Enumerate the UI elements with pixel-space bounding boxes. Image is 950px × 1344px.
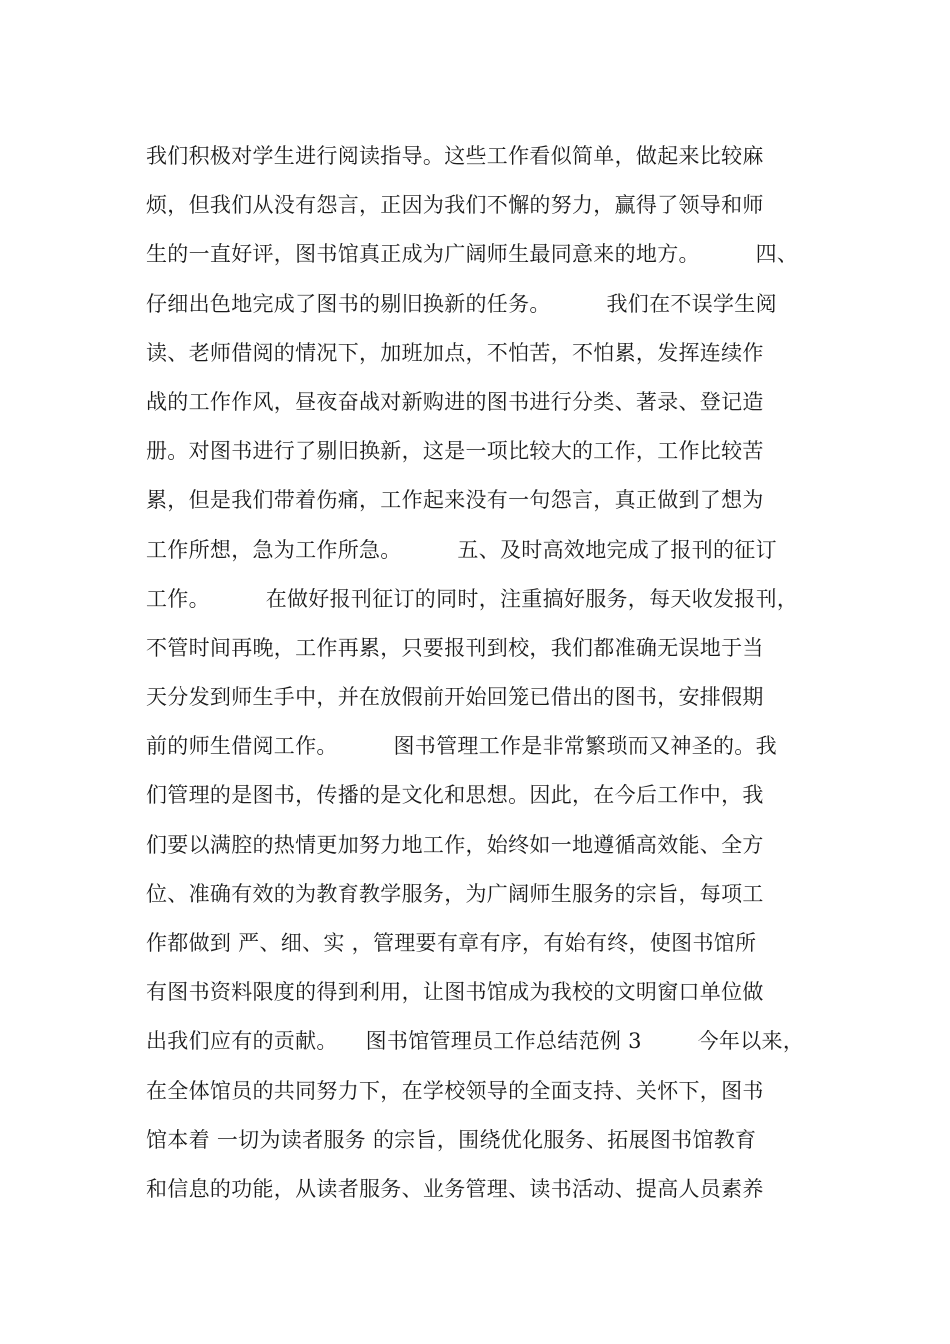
text-line: 工作。 在做好报刊征订的同时，注重搞好服务，每天收发报刊，	[146, 586, 799, 611]
text-line: 们要以满腔的热情更加努力地工作，始终如一地遵循高效能、全方	[146, 832, 764, 857]
text-line: 有图书资料限度的得到利用，让图书馆成为我校的文明窗口单位做	[146, 980, 764, 1005]
text-line: 出我们应有的贡献。 图书馆管理员工作总结范例 3 今年以来，	[146, 1029, 805, 1054]
text-line: 生的一直好评，图书馆真正成为广阔师生最同意来的地方。 四、	[146, 242, 799, 267]
text-line: 册。对图书进行了剔旧换新，这是一项比较大的工作，工作比较苦	[146, 439, 764, 464]
text-line: 们管理的是图书，传播的是文化和思想。因此，在今后工作中，我	[146, 783, 764, 808]
text-line: 不管时间再晚，工作再累，只要报刊到校，我们都准确无误地于当	[146, 635, 764, 660]
text-line: 烦，但我们从没有怨言，正因为我们不懈的努力，赢得了领导和师	[146, 193, 764, 218]
text-line: 和信息的功能，从读者服务、业务管理、读书活动、提高人员素养	[146, 1176, 764, 1201]
text-line: 工作所想，急为工作所急。 五、及时高效地完成了报刊的征订	[146, 537, 777, 562]
text-line: 读、老师借阅的情况下，加班加点，不怕苦，不怕累，发挥连续作	[146, 340, 764, 365]
text-line: 我们积极对学生进行阅读指导。这些工作看似简单，做起来比较麻	[146, 144, 764, 168]
text-line: 仔细出色地完成了图书的剔旧换新的任务。 我们在不误学生阅	[146, 291, 777, 316]
text-line: 天分发到师生手中，并在放假前开始回笼已借出的图书，安排假期	[146, 685, 764, 710]
text-line: 在全体馆员的共同努力下，在学校领导的全面支持、关怀下，图书	[146, 1078, 764, 1103]
text-line: 位、准确有效的为教育教学服务，为广阔师生服务的宗旨，每项工	[146, 881, 764, 906]
text-line: 累，但是我们带着伤痛，工作起来没有一句怨言，真正做到了想为	[146, 488, 764, 513]
text-line: 作都做到 严、细、实 ，管理要有章有序，有始有终，使图书馆所	[146, 931, 757, 955]
text-line: 馆本着 一切为读者服务 的宗旨，围绕优化服务、拓展图书馆教育	[146, 1127, 757, 1152]
text-line: 前的师生借阅工作。 图书管理工作是非常繁琐而又神圣的。我	[146, 734, 777, 759]
body-text	[146, 132, 836, 1214]
text-line: 战的工作作风，昼夜奋战对新购进的图书进行分类、著录、登记造	[146, 389, 764, 414]
